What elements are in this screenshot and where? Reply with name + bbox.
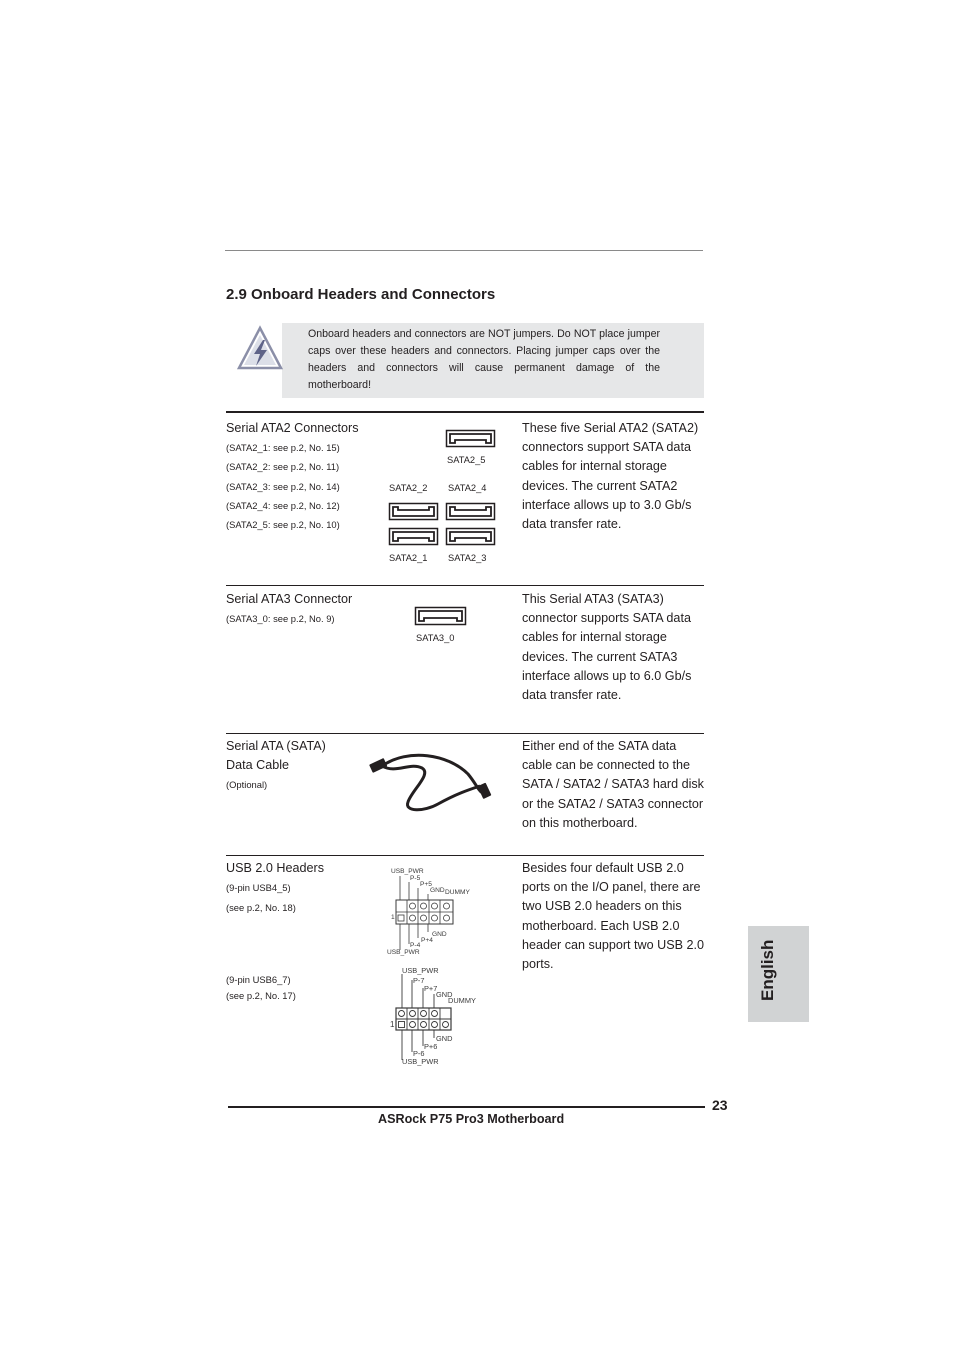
sata2-ref-2: (SATA2_2: see p.2, No. 11): [226, 461, 340, 472]
usb67-label-usbpwr-bot: USB_PWR: [402, 1057, 439, 1066]
sata3-0-connector: [415, 607, 466, 625]
sata3-title: Serial ATA3 Connector: [226, 592, 353, 606]
sata2-1-connector: [389, 528, 438, 545]
sata2-ref-3: (SATA2_3: see p.2, No. 14): [226, 481, 340, 492]
usb67-label-pm2: P-6: [413, 1049, 425, 1058]
usb45-label-usbpwr-bot: USB_PWR: [387, 949, 420, 956]
sata2-2-label: SATA2_2: [389, 483, 428, 493]
sata3-ref: (SATA3_0: see p.2, No. 9): [226, 613, 335, 624]
language-tab-label: English: [758, 939, 777, 1001]
usb45-ref-a: (9-pin USB4_5): [226, 882, 291, 893]
usb67-ref-a: (9-pin USB6_7): [226, 974, 291, 985]
usb45-label-gnd2: GND: [432, 931, 447, 938]
warning-text: Onboard headers and connectors are NOT jumpers. Do NOT place jumper caps over these headers and connectors. Placing jumper caps over the headers and connectors will cause permanent damage of the motherboard!: [308, 328, 660, 391]
usb67-label-pp2: P+6: [424, 1042, 438, 1051]
usb45-label-one: 1: [391, 914, 395, 921]
sata2-2-connector: [389, 503, 438, 520]
usb45-label-usbpwr-top: USB_PWR: [391, 868, 424, 875]
warning-triangle-icon: [237, 326, 283, 370]
row-rule-4: [226, 855, 704, 856]
usb67-label-gnd2: GND: [436, 1034, 453, 1043]
usb67-label-one: 1: [390, 1020, 395, 1029]
usb45-label-pp2: P+4: [421, 937, 433, 944]
usb67-pin-header: [390, 964, 480, 1068]
usb67-label-pm: P-7: [413, 976, 425, 985]
cable-note: (Optional): [226, 779, 268, 790]
sata3-0-label: SATA3_0: [416, 633, 455, 643]
page-number: 23: [712, 1097, 728, 1113]
row-rule-3: [226, 733, 704, 734]
sata2-4-label: SATA2_4: [448, 483, 487, 493]
cable-title-line2: Data Cable: [226, 758, 290, 772]
sata2-ref-5: (SATA2_5: see p.2, No. 10): [226, 519, 340, 530]
usb67-label-usbpwr-top: USB_PWR: [402, 966, 439, 975]
usb45-label-pp: P+5: [420, 881, 432, 888]
sata2-ref-4: (SATA2_4: see p.2, No. 12): [226, 500, 340, 511]
sata2-title: Serial ATA2 Connectors: [226, 421, 359, 435]
footer-text: ASRock P75 Pro3 Motherboard: [378, 1112, 565, 1126]
usb67-label-dummy: DUMMY: [448, 996, 476, 1005]
usb67-ref-b: (see p.2, No. 17): [226, 990, 296, 1001]
usb45-pin-header: [388, 866, 478, 958]
header-rule: [225, 250, 703, 251]
sata2-5-connector: [446, 430, 495, 447]
row-rule-1: [226, 411, 704, 413]
row-rule-2: [226, 585, 704, 586]
sata2-description: These five Serial ATA2 (SATA2) connectors support SATA data cables for internal storage devices. The current SATA2 interface allows up to 3.0 Gb/s data transfer rate.: [522, 421, 699, 532]
usb45-label-gnd: GND: [430, 887, 445, 894]
sata2-ref-1: (SATA2_1: see p.2, No. 15): [226, 442, 340, 453]
usb45-label-pm2: P-4: [410, 942, 421, 949]
usb67-label-gnd: GND: [436, 990, 453, 999]
usb45-label-pm: P-5: [410, 875, 421, 882]
sata2-3-label: SATA2_3: [448, 553, 487, 563]
sata3-description: This Serial ATA3 (SATA3) connector supports SATA data cables for internal storage devices. The current SATA3 interface allows up to 6.0 Gb/s data transfer rate.: [522, 592, 692, 703]
section-title: 2.9 Onboard Headers and Connectors: [226, 286, 496, 303]
usb45-label-dummy: DUMMY: [445, 889, 470, 896]
sata-cable-image: [368, 750, 498, 814]
cable-title-line1: Serial ATA (SATA): [226, 739, 326, 753]
usb45-ref-b: (see p.2, No. 18): [226, 902, 296, 913]
sata2-3-connector: [446, 528, 495, 545]
sata2-5-label: SATA2_5: [447, 455, 486, 465]
footer-rule: [228, 1106, 705, 1108]
usb67-label-pp: P+7: [424, 984, 438, 993]
cable-description: Either end of the SATA data cable can be connected to the SATA / SATA2 / SATA3 hard disk or the SATA2 / SATA3 connector on this motherboard.: [522, 739, 704, 830]
usb-description: Besides four default USB 2.0 ports on the I/O panel, there are two USB 2.0 headers on this motherboard. Each USB 2.0 header can support two USB 2.0 ports.: [522, 861, 705, 972]
usb-title: USB 2.0 Headers: [226, 861, 325, 875]
sata2-1-label: SATA2_1: [389, 553, 428, 563]
sata2-4-connector: [446, 503, 495, 520]
